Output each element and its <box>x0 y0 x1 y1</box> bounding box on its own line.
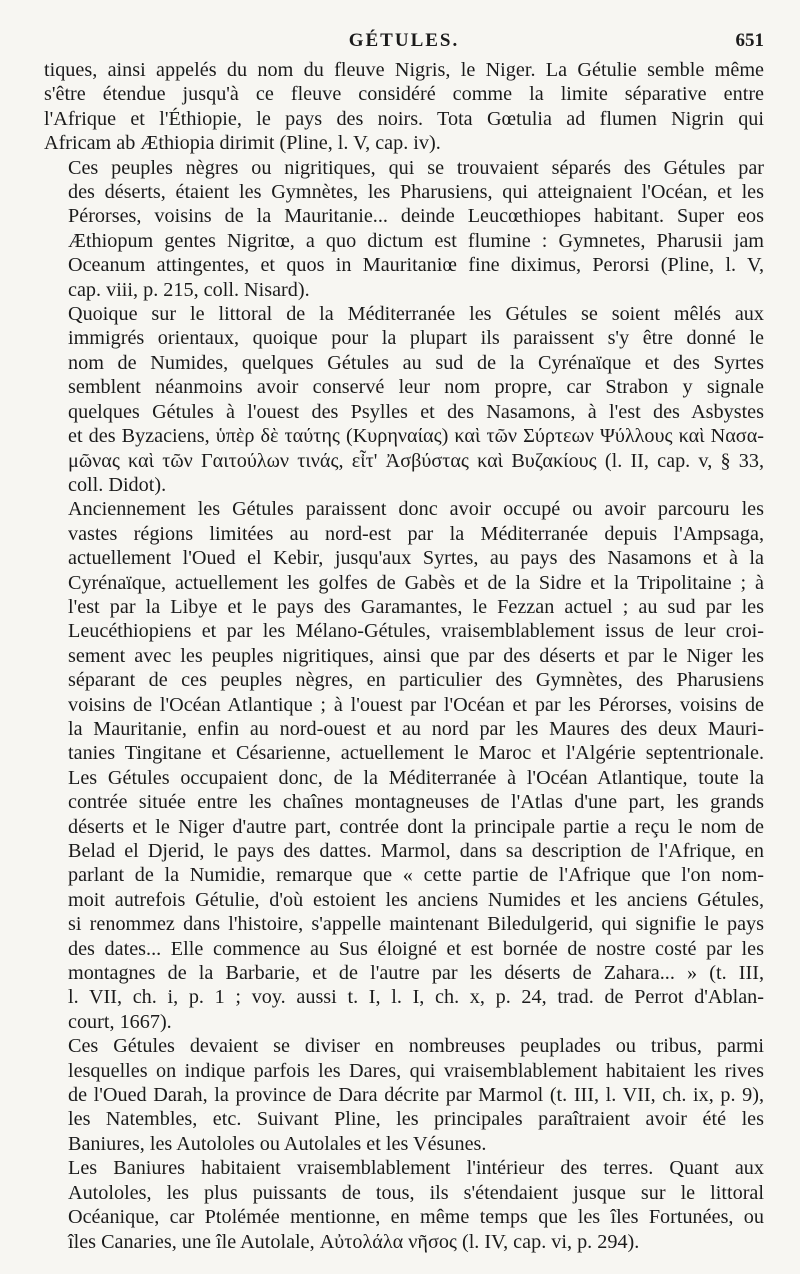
text-line: Æthiopum gentes Nigritœ, a quo dictum est flumine : Gymnetes, Pharusii jam <box>68 229 764 252</box>
text-line: immigrés orientaux, quoique pour la plupart ils paraissent s'y être donné le <box>68 327 764 350</box>
paragraph <box>44 1156 764 1254</box>
text-line: contrée située entre les chaînes montagneuses de l'Atlas d'une part, les grands <box>68 791 764 814</box>
text-line: actuellement l'Oued el Kebir, jusqu'aux Syrtes, au pays des Nasamons et à la <box>68 547 764 570</box>
text-line: coll. Didot). <box>68 473 167 496</box>
text-line: l'est par la Libye et le pays des Garamantes, le Fezzan actuel ; au sud par les <box>68 595 764 618</box>
page-title: GÉTULES. <box>348 30 460 51</box>
text-line: Leucéthiopiens et par les Mélano-Gétules, vraisemblablement issus de leur croi- <box>68 620 764 643</box>
text-line: cap. viii, p. 215, coll. Nisard). <box>68 278 310 301</box>
text-line: vastes régions limitées au nord-est par la Méditerranée depuis l'Ampsaga, <box>68 522 764 545</box>
text-line: Cyrénaïque, actuellement les golfes de Gabès et de la Sidre et la Tripolitaine ; à <box>68 571 764 594</box>
text-line: et des Byzaciens, ὑπὲρ δὲ ταύτης (Κυρηναίας) καὶ τῶν Σύρτεων Ψύλλους καὶ Νασα- <box>68 425 764 448</box>
text-line: lesquelles on indique parfois les Dares, qui vraisemblablement habitaient les rives <box>68 1059 764 1082</box>
paragraph <box>44 58 764 156</box>
text-line: déserts et le Niger d'autre part, contrée dont la principale partie a reçu le nom de <box>68 815 764 838</box>
text-line: court, 1667). <box>68 1010 172 1033</box>
page-number: 651 <box>735 30 764 51</box>
text-line: semblent néanmoins avoir conservé leur nom propre, car Strabon y signale <box>68 376 764 399</box>
paragraph <box>44 497 764 1034</box>
text-line: Anciennement les Gétules paraissent donc avoir occupé ou avoir parcouru les <box>68 498 764 521</box>
text-line: des dates... Elle commence au Sus éloigné et est bornée de nostre costé par les <box>68 937 764 960</box>
text-line: des déserts, étaient les Gymnètes, les Pharusiens, qui atteignaient l'Océan, et les <box>68 181 764 204</box>
text-line: nom de Numides, quelques Gétules au sud de la Cyrénaïque et des Syrtes <box>68 351 764 374</box>
text-line: quelques Gétules à l'ouest des Psylles et des Nasamons, à l'est des Asbystes <box>68 400 764 423</box>
paragraph <box>44 156 764 302</box>
text-line: Africam ab Æthiopia dirimit (Pline, l. V, cap. iv). <box>44 132 441 155</box>
text-line: tanies Tingitane et Césarienne, actuellement le Maroc et l'Algérie septentrionale. <box>68 742 764 765</box>
text-line: moit autrefois Gétulie, d'où estoient les anciens Numides et les anciens Gétules, <box>68 888 764 911</box>
text-line: l'Afrique et l'Éthiopie, le pays des noirs. Tota Gœtulia ad flumen Nigrin qui <box>44 107 764 130</box>
text-line: Océanique, car Ptolémée mentionne, en même temps que les îles Fortunées, ou <box>68 1206 764 1229</box>
text-line: parlant de la Numidie, remarque que « cette partie de l'Afrique que l'on nom- <box>68 864 764 887</box>
text-line: Les Baniures habitaient vraisemblablement l'intérieur des terres. Quant aux <box>68 1157 764 1180</box>
text-line: Baniures, les Autololes ou Autolales et les Vésunes. <box>68 1132 487 1155</box>
text-line: Les Gétules occupaient donc, de la Méditerranée à l'Océan Atlantique, toute la <box>68 766 764 789</box>
text-line: de l'Oued Darah, la province de Dara décrite par Marmol (t. III, l. VII, ch. ix, p. 9), <box>68 1084 764 1107</box>
text-line: les Natembles, etc. Suivant Pline, les principales paraîtraient avoir été les <box>68 1108 764 1131</box>
text-line: voisins de l'Océan Atlantique ; à l'ouest par l'Océan et par les Pérorses, voisins de <box>68 693 764 716</box>
text-line: s'être étendue jusqu'à ce fleuve considéré comme la limite séparative entre <box>44 83 764 106</box>
text-line: Quoique sur le littoral de la Méditerranée les Gétules se soient mêlés aux <box>68 303 764 326</box>
text-line: Pérorses, voisins de la Mauritanie... deinde Leucœthiopes habitant. Super eos <box>68 205 764 228</box>
text-line: Autololes, les plus puissants de tous, ils s'étendaient jusque sur le littoral <box>68 1181 764 1204</box>
running-head <box>44 28 764 58</box>
text-line: si renommez dans l'histoire, s'appelle maintenant Biledulgerid, qui signifie le pays <box>68 913 764 936</box>
text-line: séparant de ces peuples nègres, en particulier des Gymnètes, des Pharusiens <box>68 669 764 692</box>
text-line: îles Canaries, une île Autolale, Αὐτολάλα νῆσος (l. IV, cap. vi, p. 294). <box>68 1230 640 1253</box>
text-line: montagnes de la Barbarie, et de l'autre par les déserts de Zahara... » (t. III, <box>68 962 764 985</box>
paragraph <box>44 1034 764 1156</box>
text-line: l. VII, ch. i, p. 1 ; voy. aussi t. I, l. I, ch. x, p. 24, trad. de Perrot d'Ablan- <box>68 986 764 1009</box>
text-line: sement avec les peuples nigritiques, ainsi que par des déserts et par le Niger les <box>68 644 764 667</box>
text-line: Ces peuples nègres ou nigritiques, qui se trouvaient séparés des Gétules par <box>68 156 764 179</box>
text-line: Belad el Djerid, le pays des dattes. Marmol, dans sa description de l'Afrique, en <box>68 840 764 862</box>
text-line: μῶνας καὶ τῶν Γαιτούλων τινάς, εἶτ' Ἀσβύστας καὶ Βυζακίους (l. II, cap. v, § 33, <box>68 449 764 472</box>
paragraph <box>44 302 764 497</box>
body-text <box>44 58 764 1254</box>
text-line: Ces Gétules devaient se diviser en nombreuses peuplades ou tribus, parmi <box>68 1035 764 1058</box>
text-line: la Mauritanie, enfin au nord-ouest et au nord par les Maures des deux Mauri- <box>68 717 764 740</box>
text-line: tiques, ainsi appelés du nom du fleuve Nigris, le Niger. La Gétulie semble même <box>44 59 764 81</box>
text-line: Oceanum attingentes, et quos in Mauritaniœ fine diximus, Perorsi (Pline, l. V, <box>68 254 764 277</box>
